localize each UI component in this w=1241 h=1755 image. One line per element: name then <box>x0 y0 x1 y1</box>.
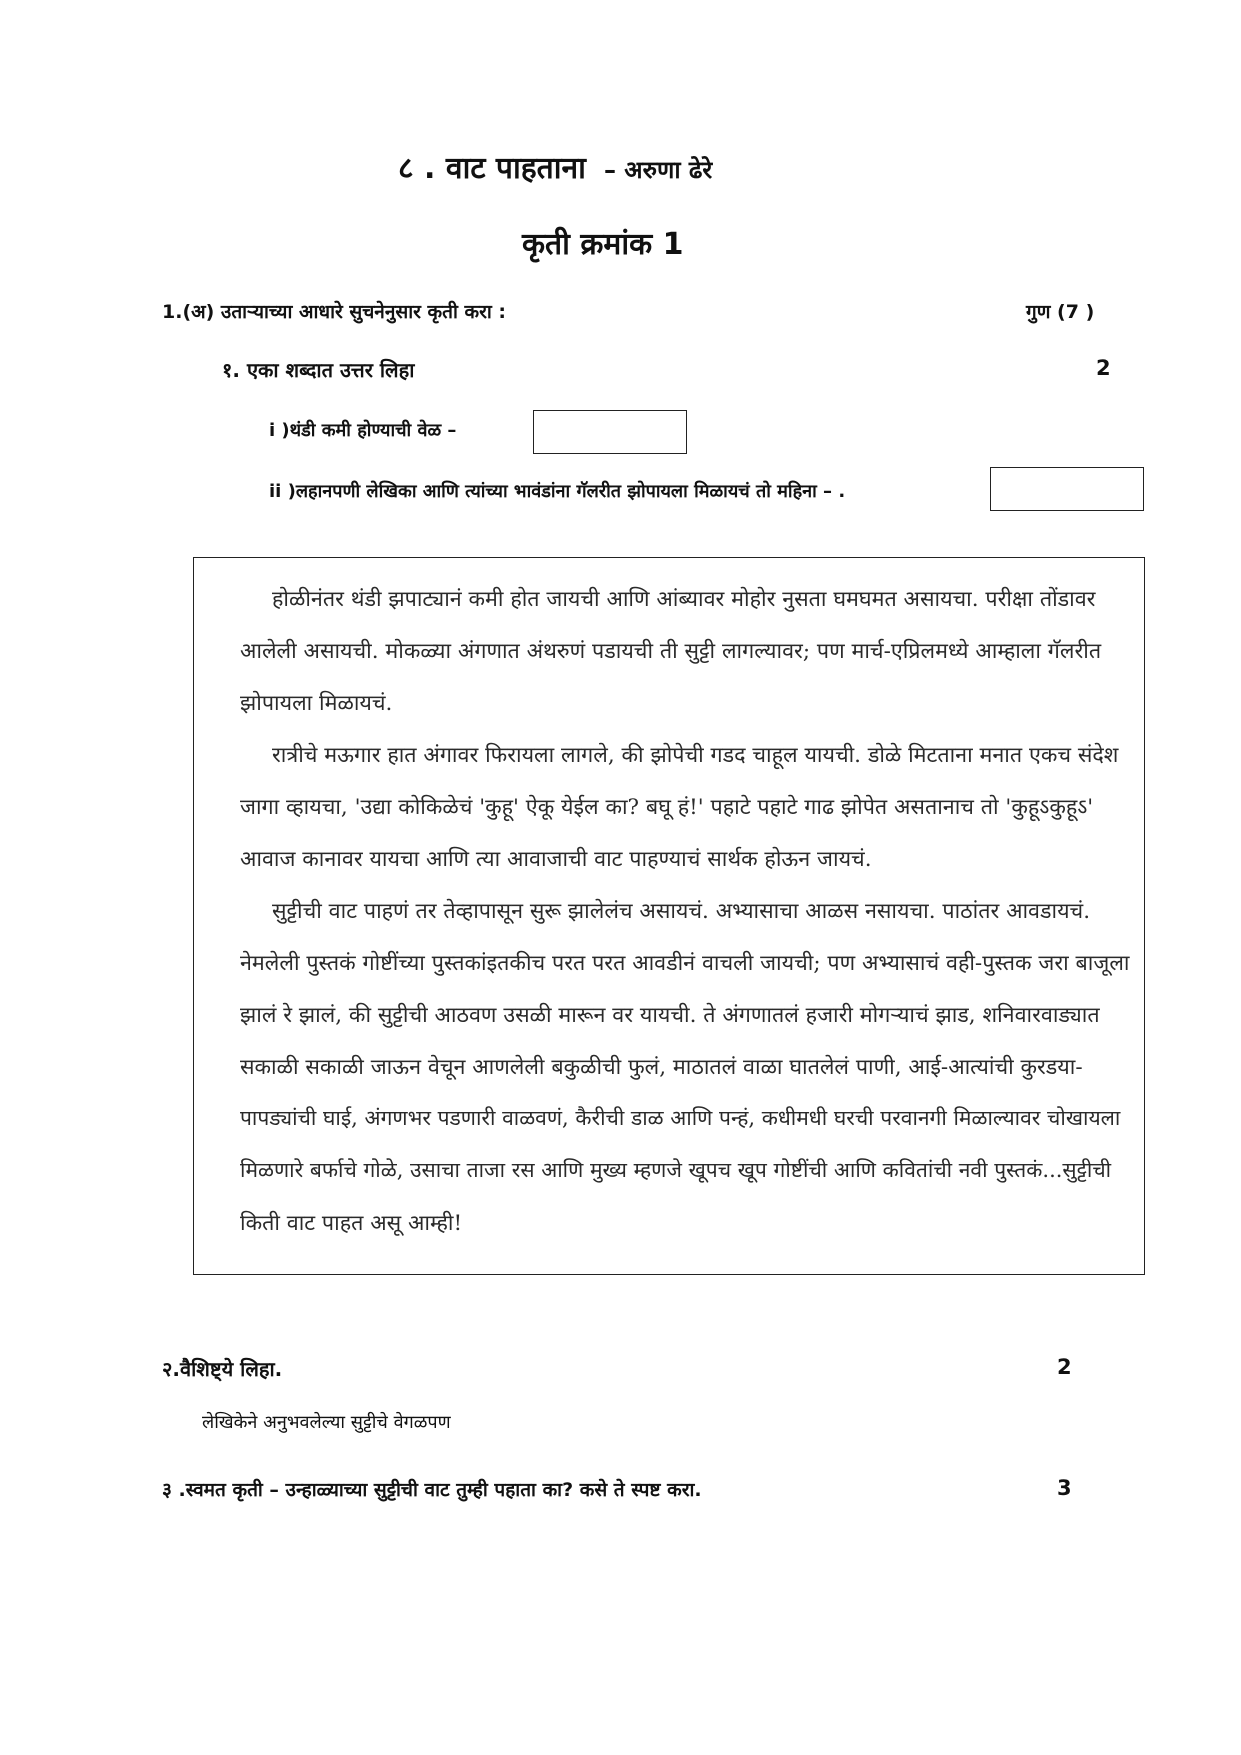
passage-line: जागा व्हायचा, 'उद्या कोकिळेचं 'कुहू' ऐकू येईल का? बघू हं!' पहाटे पहाटे गाढ झोपेत असतानाच तो 'कुहूऽकुहूऽ' <box>240 795 1094 820</box>
question2-heading: २.वैशिष्ट्ये लिहा. <box>162 1357 283 1381</box>
passage-line: नेमलेली पुस्तकं गोष्टींच्या पुस्तकांइतकीच परत परत आवडीनं वाचली जायची; पण अभ्यासाचं वही-पुस्तक जरा बाजूला <box>240 951 1130 976</box>
chapter-title <box>398 146 712 187</box>
passage-line: सकाळी सकाळी जाऊन वेचून आणलेली बकुळीची फुलं, माठातलं वाळा घातलेलं पाणी, आई-आत्यांची कुरडया- <box>240 1055 1083 1080</box>
question-item-i: i )थंडी कमी होण्याची वेळ – <box>269 420 457 441</box>
passage-line: सुट्टीची वाट पाहणं तर तेव्हापासून सुरू झालेलंच असायचं. अभ्यासाचा आळस नसायचा. पाठांतर आवडायचं. <box>272 899 1091 924</box>
passage-line: रात्रीचे मऊगार हात अंगावर फिरायला लागले, की झोपेची गडद चाहूल यायची. डोळे मिटताना मनात एकच संदेश <box>272 743 1119 768</box>
answer-box-i[interactable] <box>533 410 687 454</box>
question2-prompt: लेखिकेने अनुभवलेल्या सुट्टीचे वेगळपण <box>202 1412 451 1433</box>
passage-line: झालं रे झालं, की सुट्टीची आठवण उसळी मारून वर यायची. ते अंगणातलं हजारी मोगऱ्याचं झाड, शनिवारवाड्यात <box>240 1003 1100 1028</box>
question3-marks: 3 <box>1057 1476 1072 1500</box>
author-name: – अरुणा ढेरे <box>603 156 713 184</box>
passage-line: आवाज कानावर यायचा आणि त्या आवाजाची वाट पाहण्याचं सार्थक होऊन जायचं. <box>240 847 872 872</box>
question1-marks: गुण (7 ) <box>1026 301 1095 323</box>
answer-box-ii[interactable] <box>990 467 1144 511</box>
passage-line: झोपायला मिळायचं. <box>240 691 393 716</box>
passage-line: किती वाट पाहत असू आम्ही! <box>240 1211 463 1236</box>
passage-line: पापड्यांची घाई, अंगणभर पडणारी वाळवणं, कैरीची डाळ आणि पन्हं, कधीमधी घरची परवानगी मिळाल्यावर चोखायला <box>240 1106 1121 1130</box>
subquestion1-marks: 2 <box>1096 356 1111 380</box>
passage-line: होळीनंतर थंडी झपाट्यानं कमी होत जायची आणि आंब्यावर मोहोर नुसता घमघमत असायचा. परीक्षा तोंडावर <box>272 587 1096 612</box>
chapter-title-text: ८ . वाट पाहताना <box>398 151 586 186</box>
passage-line: आलेली असायची. मोकळ्या अंगणात अंथरुणं पडायची ती सुट्टी लागल्यावर; पण मार्च-एप्रिलमध्ये आम्हाला गॅलरीत <box>240 639 1102 664</box>
question1-heading: 1.(अ) उताऱ्याच्या आधारे सुचनेनुसार कृती करा : <box>162 301 507 323</box>
question3-heading: ३ .स्वमत कृती – उन्हाळ्याच्या सुट्टीची वाट तुम्ही पहाता का? कसे ते स्पष्ट करा. <box>162 1479 702 1501</box>
subquestion1-heading: १. एका शब्दात उत्तर लिहा <box>222 358 415 382</box>
passage-line: मिळणारे बर्फाचे गोळे, उसाचा ताजा रस आणि मुख्य म्हणजे खूपच खूप गोष्टींची आणि कवितांची नवी पुस्तकं...सुट्टीची <box>240 1158 1112 1182</box>
question-item-ii: ii )लहानपणी लेखिका आणि त्यांच्या भावंडांना गॅलरीत झोपायला मिळायचं तो महिना – . <box>269 481 846 502</box>
question2-marks: 2 <box>1057 1355 1072 1379</box>
activity-title: कृती क्रमांक 1 <box>522 227 684 262</box>
